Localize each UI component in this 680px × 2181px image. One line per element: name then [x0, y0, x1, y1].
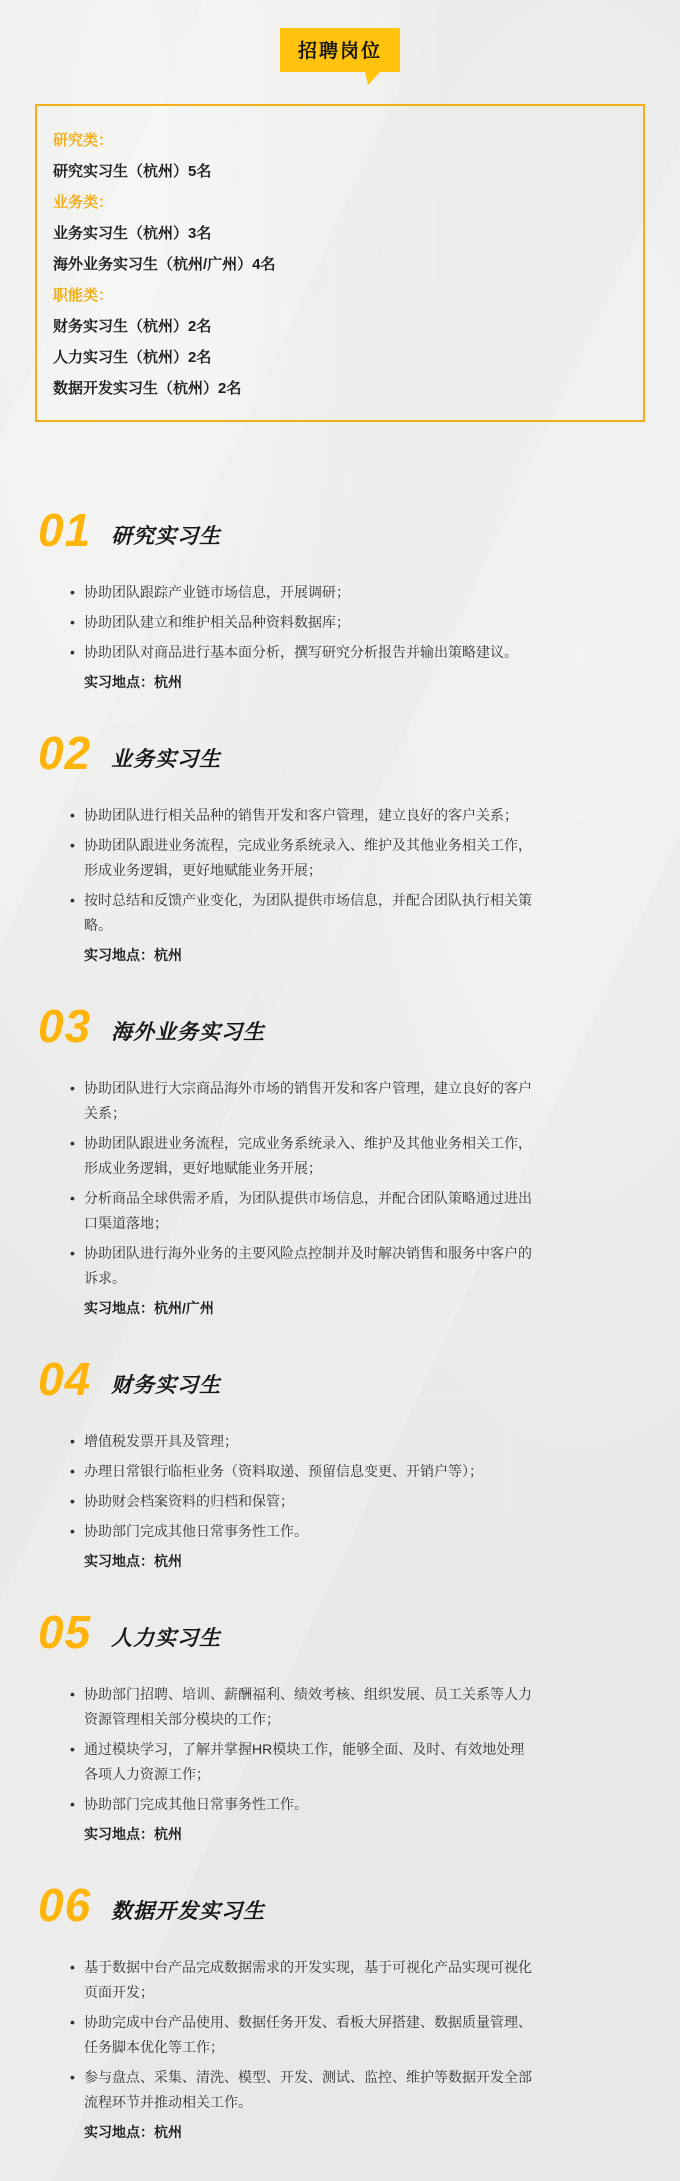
job-location [84, 2120, 680, 2145]
job-duty-list [71, 803, 533, 938]
location-value: 杭州 [154, 1826, 182, 1842]
recruitment-positions-badge: 招聘岗位 [280, 28, 400, 72]
location-label: 实习地点： [84, 2124, 154, 2140]
location-value: 杭州 [154, 947, 182, 963]
summary-position: 财务实习生（杭州）2名 [53, 318, 212, 335]
job-section-research-intern [38, 504, 680, 695]
location-value: 杭州/广州 [154, 1300, 214, 1316]
location-label: 实习地点： [84, 947, 154, 963]
job-location [84, 670, 680, 695]
job-title: 财务实习生 [111, 1374, 222, 1397]
summary-position: 人力实习生（杭州）2名 [53, 349, 212, 366]
category-label-research: 研究类： [53, 132, 114, 149]
job-number: 03 [38, 1000, 92, 1052]
job-duty: • 协助团队进行相关品种的销售开发和客户管理，建立良好的客户关系； [71, 803, 533, 828]
job-header [38, 1606, 680, 1658]
job-location [84, 1549, 680, 1574]
job-header [38, 1353, 680, 1405]
job-location [84, 1296, 680, 1321]
summary-position: 数据开发实习生（杭州）2名 [53, 380, 242, 397]
job-section-finance-intern [38, 1353, 680, 1574]
job-duty: • 分析商品全球供需矛盾，为团队提供市场信息，并配合团队策略通过进出口渠道落地； [71, 1186, 533, 1236]
job-duty: • 协助团队建立和维护相关品种资料数据库； [71, 610, 533, 635]
job-number: 02 [38, 727, 92, 779]
location-label: 实习地点： [84, 1300, 154, 1316]
job-duty: • 协助财会档案资料的归档和保管； [71, 1489, 533, 1514]
job-location [84, 1822, 680, 1847]
job-duty: • 协助完成中台产品使用、数据任务开发、看板大屏搭建、数据质量管理、任务脚本优化等工作； [71, 2010, 533, 2060]
category-label-business: 业务类： [53, 194, 114, 211]
location-value: 杭州 [154, 674, 182, 690]
location-value: 杭州 [154, 2124, 182, 2140]
summary-position: 海外业务实习生（杭州/广州）4名 [53, 256, 276, 273]
job-duty: • 基于数据中台产品完成数据需求的开发实现，基于可视化产品实现可视化页面开发； [71, 1955, 533, 2005]
job-duty: • 协助团队进行大宗商品海外市场的销售开发和客户管理，建立良好的客户关系； [71, 1076, 533, 1126]
location-label: 实习地点： [84, 1553, 154, 1569]
job-section-hr-intern [38, 1606, 680, 1847]
job-header [38, 1000, 680, 1052]
job-header [38, 727, 680, 779]
job-duty: • 协助部门招聘、培训、薪酬福利、绩效考核、组织发展、员工关系等人力资源管理相关部分模块的工作； [71, 1682, 533, 1732]
category-label-functional: 职能类： [53, 287, 114, 304]
job-duty-list [71, 1429, 533, 1544]
job-duty: • 协助团队进行海外业务的主要风险点控制并及时解决销售和服务中客户的诉求。 [71, 1241, 533, 1291]
job-duty: • 协助部门完成其他日常事务性工作。 [71, 1792, 533, 1817]
job-duty: • 增值税发票开具及管理； [71, 1429, 533, 1454]
positions-summary-box [35, 104, 645, 422]
job-section-overseas-business-intern [38, 1000, 680, 1321]
job-duty: • 通过模块学习，了解并掌握HR模块工作，能够全面、及时、有效地处理各项人力资源工作； [71, 1737, 533, 1787]
badge-row [0, 0, 680, 72]
job-number: 05 [38, 1606, 92, 1658]
job-duty: • 协助团队跟进业务流程，完成业务系统录入、维护及其他业务相关工作，形成业务逻辑，更好地赋能业务开展； [71, 833, 533, 883]
job-duty: • 办理日常银行临柜业务（资料取递、预留信息变更、开销户等）； [71, 1459, 533, 1484]
job-title: 研究实习生 [111, 525, 222, 548]
job-duty-list [71, 580, 533, 665]
location-value: 杭州 [154, 1553, 182, 1569]
job-duty: • 按时总结和反馈产业变化，为团队提供市场信息，并配合团队执行相关策略。 [71, 888, 533, 938]
job-title: 业务实习生 [111, 748, 222, 771]
job-header [38, 504, 680, 556]
job-duty-list [71, 1076, 533, 1291]
job-number: 04 [38, 1353, 92, 1405]
summary-position: 业务实习生（杭州）3名 [53, 225, 212, 242]
job-section-data-dev-intern [38, 1879, 680, 2145]
location-label: 实习地点： [84, 1826, 154, 1842]
job-duty: • 协助团队对商品进行基本面分析，撰写研究分析报告并输出策略建议。 [71, 640, 533, 665]
job-title: 人力实习生 [111, 1627, 222, 1650]
job-title: 数据开发实习生 [111, 1900, 266, 1923]
summary-position: 研究实习生（杭州）5名 [53, 163, 212, 180]
job-duty: • 协助团队跟进业务流程，完成业务系统录入、维护及其他业务相关工作，形成业务逻辑，更好地赋能业务开展； [71, 1131, 533, 1181]
job-section-business-intern [38, 727, 680, 968]
job-sections [0, 504, 680, 2145]
job-duty: • 参与盘点、采集、清洗、模型、开发、测试、监控、维护等数据开发全部流程环节并推动相关工作。 [71, 2065, 533, 2115]
location-label: 实习地点： [84, 674, 154, 690]
job-duty: • 协助部门完成其他日常事务性工作。 [71, 1519, 533, 1544]
job-duty-list [71, 1682, 533, 1817]
job-duty: • 协助团队跟踪产业链市场信息，开展调研； [71, 580, 533, 605]
job-title: 海外业务实习生 [111, 1021, 266, 1044]
job-duty-list [71, 1955, 533, 2115]
job-number: 01 [38, 504, 92, 556]
job-location [84, 943, 680, 968]
job-header [38, 1879, 680, 1931]
job-number: 06 [38, 1879, 92, 1931]
